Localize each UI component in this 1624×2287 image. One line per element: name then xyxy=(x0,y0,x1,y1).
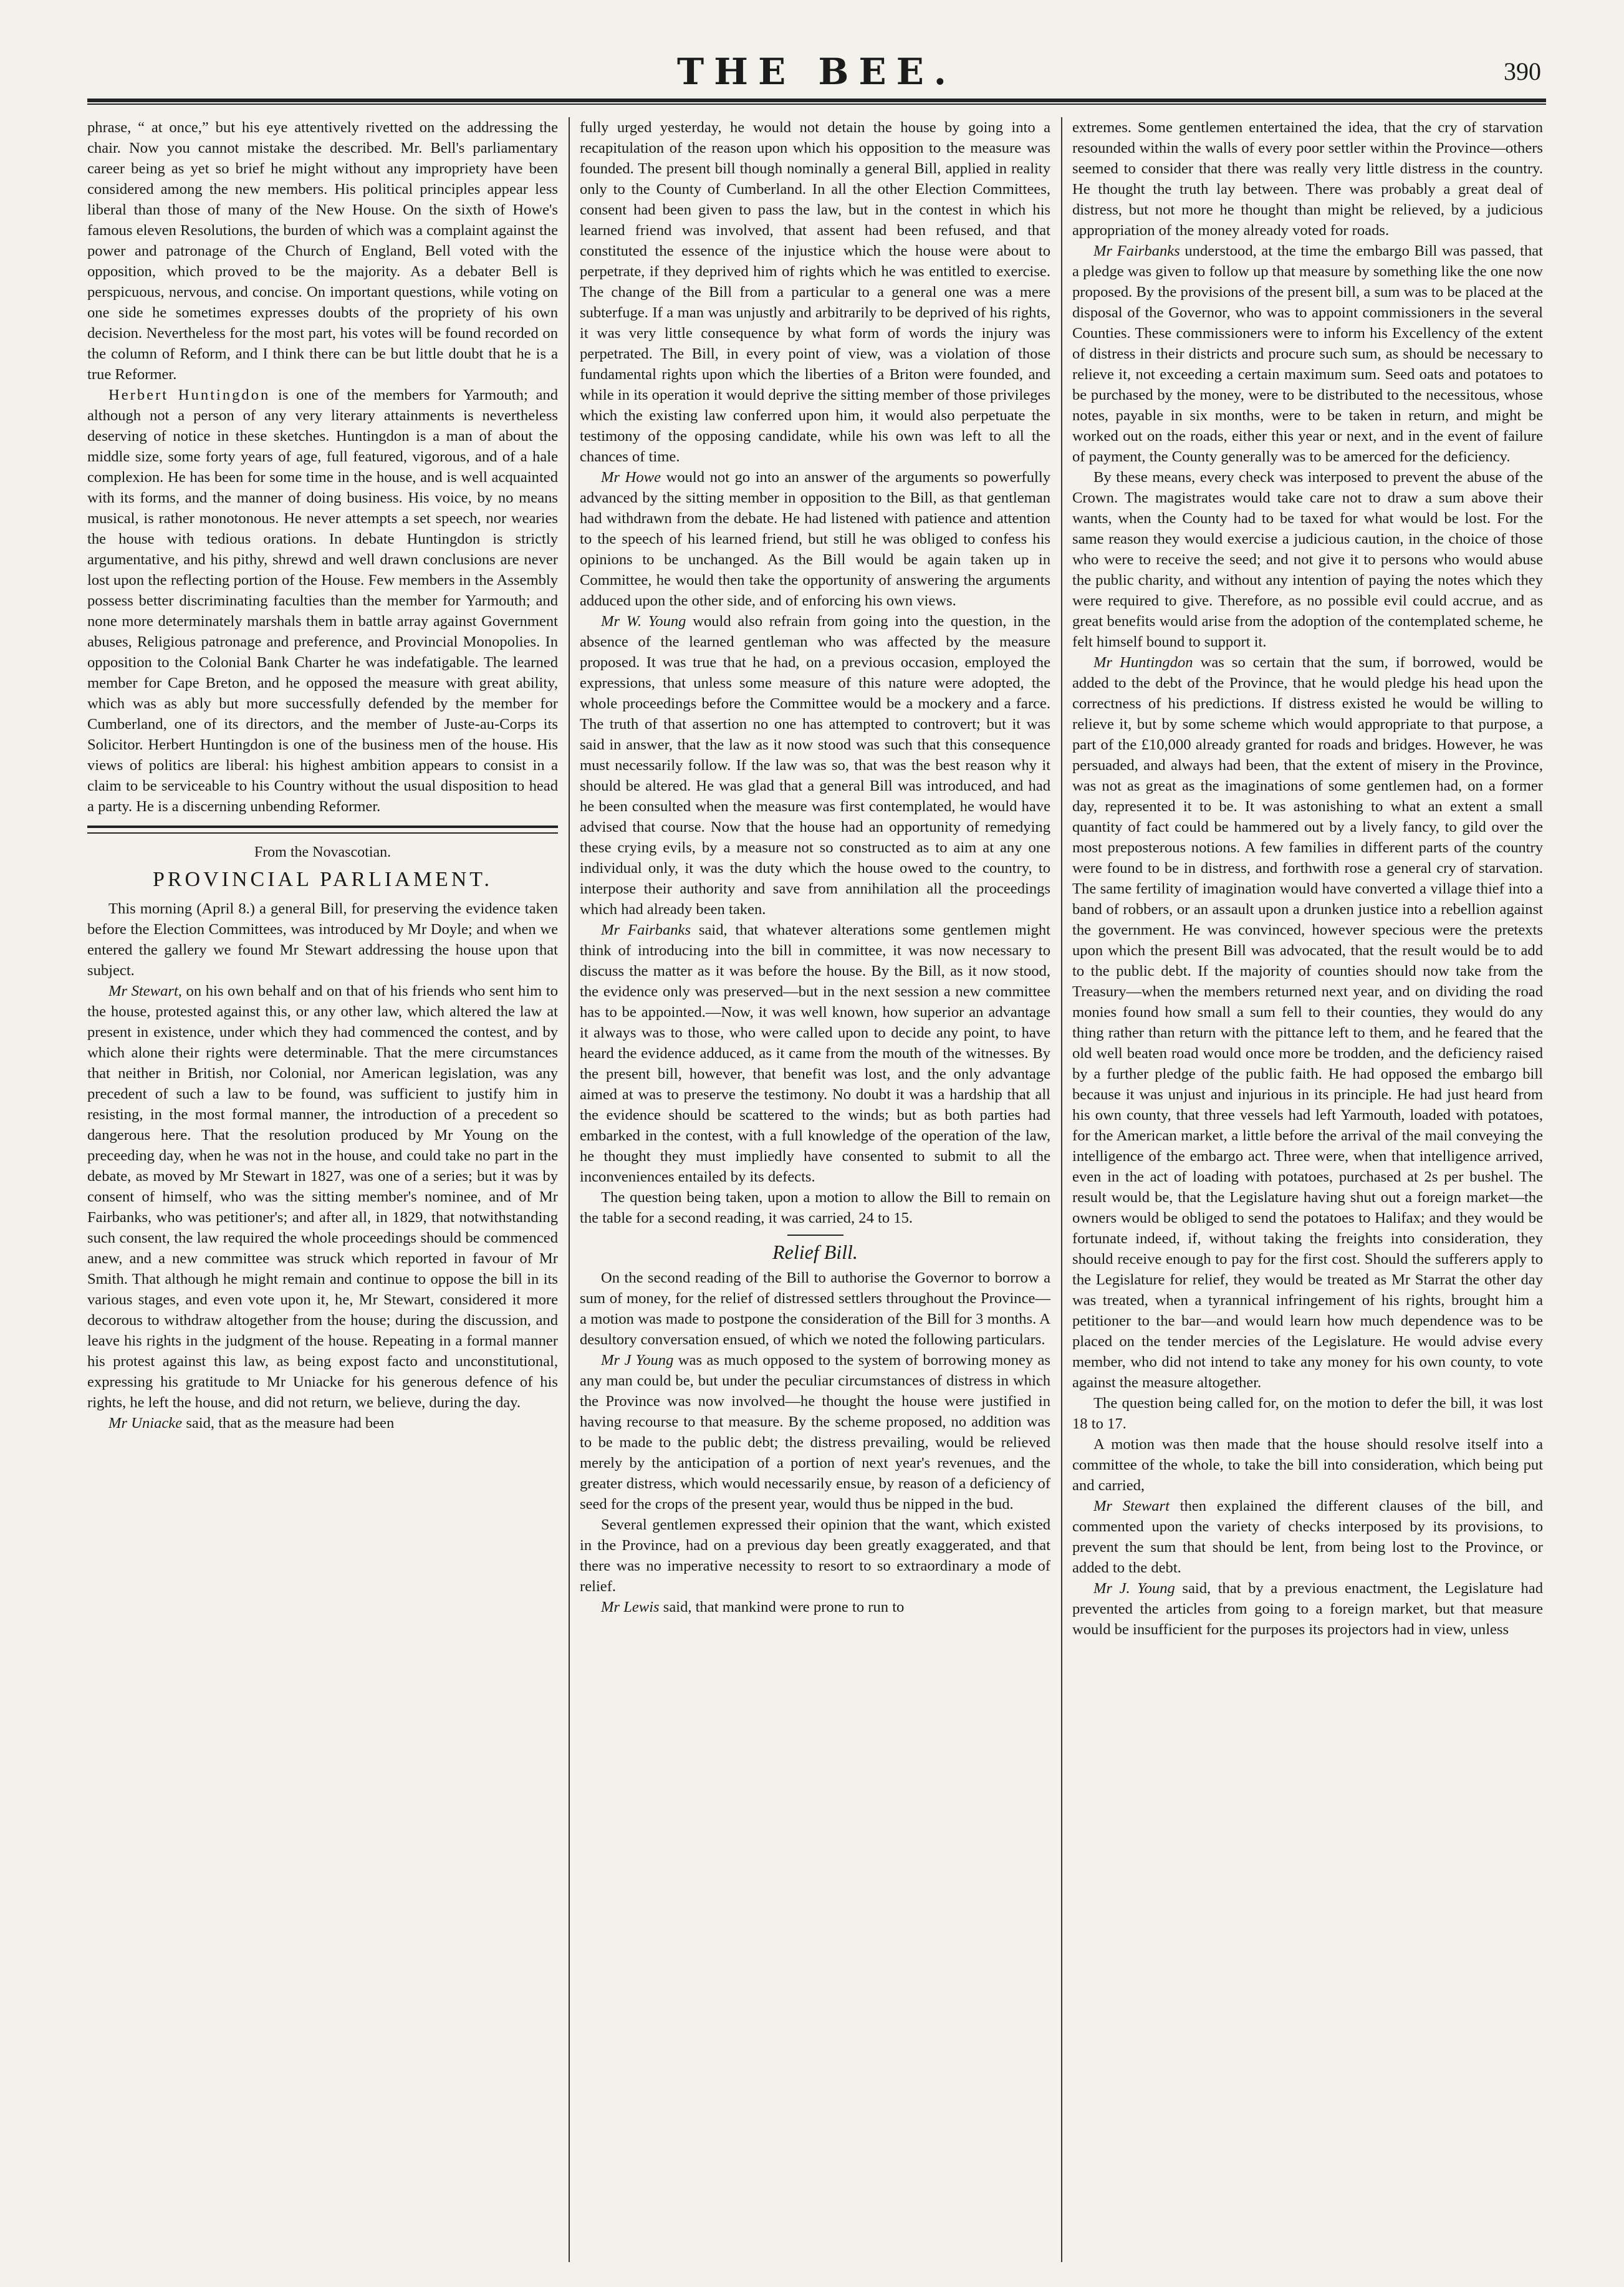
article-paragraph: By these means, every check was interposed to prevent the abuse of the Crown. The magistrates would take care not to draw a sum above their wants, when the County had to be taxed for what would be lost. For the same reason they would exercise a judicious caution, in the choice of those who were to receive the seed; and not give it to persons who would abuse the public charity, and without any intention of paying the notes which they were required to give. Therefore, as no possible evil could accrue, and as great benefits would arise from the adoption of the contemplated scheme, he felt himself bound to support it. xyxy=(1072,469,1543,650)
article-paragraph: The question being called for, on the motion to defer the bill, it was lost 18 to 17. xyxy=(1072,1395,1543,1432)
column-3 xyxy=(1072,117,1543,2268)
paragraph-text: was as much opposed to the system of borrowing money as any man could be, but under the peculiar circumstances of distress in which the Province was now involved—he thought the house were justified in having recourse to that measure. By the scheme proposed, no addition was to be made to the public debt; the distress prevailing, would be relieved merely by the anticipation of a portion of next year's revenues, and the greater distress, which would necessarily ensue, by reason of a deficiency of seed for the crops of the present year, would thus be nipped in the bud. xyxy=(580,1352,1050,1513)
masthead-rule xyxy=(87,99,1546,105)
page-number: 390 xyxy=(1504,57,1541,85)
article-paragraph xyxy=(580,1597,1050,1617)
masthead xyxy=(87,50,1546,94)
section-divider xyxy=(87,826,558,834)
paragraph-text: on his own behalf and on that of his friends who sent him to the house, protested against this, or any other law, which altered the law at present in existence, under which they had commenced the contest, and by which alone their rights were determinable. That the mere circumstances that neither in British, nor Colonial, nor American legislation, was any precedent of such a law to be found, was sufficient to justify him in resisting, in the most formal manner, the introduction of a precedent so dangerous here. That the resolution produced by Mr Young on the preceeding day, when he was not in the house, and could take no part in the debate, as moved by Mr Stewart in 1827, was one of a series; but it was by consent of himself, who was the sitting member's nominee, and of Mr Fairbanks, who was petitioner's; and after all, in 1829, that notwithstanding such consent, the law required the whole proceedings should be commenced anew, and a new committee was struck which reported in favour of Mr Smith. That although he might remain and continue to oppose the bill in its various stages, and even vote upon it, he, Mr Stewart, considered it more decorous to withdraw altogether from the house; during the discussion, and leave his rights in the judgment of the house. Repeating in a formal manner his protest against this law, as being expost facto and unconstitutional, expressing his gratitude to Mr Uniacke for his generous defence of his rights, he left the house, and did not return, we believe, during the day. xyxy=(87,983,558,1411)
article-paragraph: The question being taken, upon a motion to allow the Bill to remain on the table for a second reading, it was carried, 24 to 15. xyxy=(580,1189,1050,1226)
short-divider xyxy=(787,1235,843,1236)
article-paragraph xyxy=(580,920,1050,1187)
speaker-name: Mr J Young xyxy=(601,1352,674,1369)
speaker-name: Mr Stewart xyxy=(1093,1498,1170,1514)
paragraph-text: understood, at the time the embargo Bill was passed, that a pledge was given to follow up that measure by something like the one now proposed. By the provisions of the present bill, a sum was to be placed at the disposal of the Governor, who was to appoint commissioners in the several Counties. These commissioners were to inform his Excellency of the extent of distress in their districts and procure such sum, as should be necessary to relieve it, not exceeding a certain maximum sum. Seed oats and potatoes to be purchased by the money, were to be distributed to the necessitous, whose notes, payable in six months, were to be taken in return, and might be worked out on the roads, either this year or next, and in the event of failure of payment, the County generally was to be amerced for the deficiency. xyxy=(1072,243,1543,465)
masthead-title: THE BEE. xyxy=(677,51,956,93)
article-paragraph xyxy=(1072,241,1543,467)
speaker-name: Mr J. Young xyxy=(1093,1580,1175,1597)
paragraph-text: was so certain that the sum, if borrowed, would be added to the debt of the Province, that he would pledge his head upon the correctness of his predictions. If distress existed he would be willing to relieve it, but by some scheme which would appropriate to that purpose, a part of the £10,000 already granted for roads and bridges. However, he was persuaded, and always had been, that the extent of misery in the Province, was not as great as the imaginations of some gentlemen had, on a former day, represented it to be. It was astonishing to what an extent a small quantity of fact could be hammered out by a lively fancy, to gild over the most preposterous notions. A few families in different parts of the country were found to be in distress, and forthwith rose a general cry of starvation. The same fertility of imagination would have converted a village thief into a band of robbers, or an assault upon a drunken justice into a rebellion against the government. He was convinced, however specious were the pretexts upon which the present Bill was advocated, that the result would be to add to the public debt. If the majority of counties should now take from the Treasury—when the members returned next year, and on dividing the road monies found how small a sum fell to their counties, they would do any thing rather than return with the pittance left to them, and he feared that the old well beaten road would once more be trodden, and the deficiency raised by a further pledge of the public faith. He had opposed the embargo bill because it was unjust and injurious in its principle. He had just heard from his own county, that three vessels had left Yarmouth, loaded with potatoes, for the American market, a little before the arrival of the mail conveying the intelligence of the embargo act. Three were, when that intelligence arrived, even in the act of loading with potatoes, purchased at 2s per bushel. The result would be, that the Legislature having shut out a foreign market—the owners would be obliged to send the potatoes to Halifax; and they would be fortunate indeed, if, without taking the freights into consideration, they should receive enough to pay for the first cost. Should the sufferers apply to the Legislature for relief, they would be treated as Mr Starrat the other day was treated, when a tyrannical infringement of his rights, brought him a petitioner to the bar—and would learn how much dependence was to be placed on the tender mercies of the Legislature. He would advise every member, who did not intend to take any money for his own county, to vote against the measure altogether. xyxy=(1072,654,1543,1391)
article-paragraph xyxy=(87,385,558,817)
subsection-title: Relief Bill. xyxy=(772,1241,858,1263)
paragraph-text: is one of the members for Yarmouth; and although not a person of any very literary attainments is nevertheless deserving of notice in these sketches. Huntingdon is a man of about the middle size, some forty years of age, full featured, vigorous, and of a hale complexion. He has been for some time in the house, and is well acquainted with its forms, and the manner of doing business. His voice, by no means musical, is rather monotonous. He never attempts a set speech, nor wearies the house with tedious orations. In debate Huntingdon is strictly argumentative, and his pithy, shrewd and well drawn conclusions are never lost upon the reflecting portion of the House. Few members in the Assembly possess better discriminating faculties than the member for Yarmouth; and none more determinately marshals them in battle array against Government abuses, Religious patronage and preference, and Provincial Monopolies. In opposition to the Colonial Bank Charter he was indefatigable. The learned member for Cape Breton, and he opposed the measure with great ability, which was as ably but more successfully defended by the member for Cumberland, one of its directors, and the member of Juste-au-Corps its Solicitor. Herbert Huntingdon is one of the business men of the house. His views of politics are liberal: his highest ambition appears to consist in a claim to be serviceable to his Country without the usual disposition to head a party. He is a discerning unbending Reformer. xyxy=(87,387,558,815)
column-divider xyxy=(569,117,570,2262)
column-1 xyxy=(87,117,558,2268)
article-paragraph: fully urged yesterday, he would not detain the house by going into a recapitulation of the reason upon which his opposition to the measure was founded. The present bill though nominally a general Bill, applied in reality only to the County of Cumberland. In all the other Election Committees, consent had been given to pass the law, but in the contest in which his learned friend was involved, that assent had been refused, and that constituted the essence of the injustice which the house were about to perpetrate, if they deprived him of rights which he was entitled to exercise. The change of the Bill from a particular to a general one was a mere subterfuge. If a man was unjustly and arbitrarily to be deprived of his rights, it was very little consequence by what form of words the injury was perpetrated. The Bill, in every point of view, was a violation of those fundamental rights upon which the liberties of a Briton were founded, and while in its operation it would deprive the sitting member of those privileges which the existing law conferred upon him, it would also perpetuate the testimony of the opposing candidate, while his own was left to all the chances of time. xyxy=(580,119,1050,465)
article-paragraph xyxy=(580,467,1050,611)
article-paragraph: This morning (April 8.) a general Bill, for preserving the evidence taken before the Election Committees, was introduced by Mr Doyle; and when we entered the gallery we found Mr Stewart addressing the house upon that subject. xyxy=(87,900,558,979)
speaker-name: Mr Howe xyxy=(601,469,661,486)
speaker-name: Mr Lewis xyxy=(601,1599,660,1615)
paragraph-text: said, that by a previous enactment, the Legislature had prevented the articles from going to a foreign market, but that measure would be insufficient for the purposes its projectors had in view, unless xyxy=(1072,1580,1543,1638)
paragraph-text: would not go into an answer of the arguments so powerfully advanced by the sitting member in opposition to the Bill, as that gentleman had withdrawn from the debate. He had listened with patience and attention to the speech of his learned friend, but still he was obliged to confess his opinions to be unchanged. As the Bill would be again taken up in Committee, he would then take the opportunity of answering the arguments adduced upon the other side, and of enforcing his own views. xyxy=(580,469,1050,609)
speaker-name: Mr Fairbanks xyxy=(601,922,691,938)
paragraph-text: then explained the different clauses of the bill, and commented upon the variety of checks interposed by its provisions, to prevent the sum that should be lent, from being lost to the Province, or added to the debt. xyxy=(1072,1498,1543,1576)
speaker-name: Mr Huntingdon xyxy=(1093,654,1193,671)
article-paragraph: phrase, “ at once,” but his eye attentively rivetted on the addressing the chair. Now you cannot mistake the described. Mr. Bell's parliamentary career being as yet so brief he might without any impropriety have been considered among the new members. His political principles appear less liberal than those of many of the New House. On the sixth of Howe's famous eleven Resolutions, the burden of which was a complaint against the power and patronage of the Church of England, Bell voted with the opposition, which proved to be the majority. As a debater Bell is perspicuous, nervous, and concise. On important questions, while voting on one side he sometimes expresses doubts of the propriety of his own decision. Nevertheless for the most part, his votes will be found recorded on the column of Reform, and I think there can be but little doubt that he is a true Reformer. xyxy=(87,119,558,383)
article-paragraph: Several gentlemen expressed their opinion that the want, which existed in the Province, had on a previous day been greatly exaggerated, and that there was no imperative necessity to resort to so extraordinary a mode of relief. xyxy=(580,1516,1050,1595)
speaker-name: Mr Uniacke xyxy=(108,1415,183,1432)
article-paragraph: On the second reading of the Bill to authorise the Governor to borrow a sum of money, for the relief of distressed settlers throughout the Province—a motion was made to postpone the consideration of the Bill for 3 months. A desultory conversation ensued, of which we noted the following particulars. xyxy=(580,1269,1050,1348)
article-paragraph xyxy=(580,1350,1050,1514)
article-paragraph xyxy=(1072,652,1543,1393)
speaker-name: Mr Fairbanks xyxy=(1093,243,1180,259)
column-divider xyxy=(1061,117,1062,2262)
paragraph-text: said, that whatever alterations some gentlemen might think of introducing into the bill in committee, it was now necessary to discuss the matter as it was before the house. By the Bill, as it now stood, the evidence only was preserved—but in the next session a new committee has to be appointed.—Now, it was well known, how superior an advantage it always was to those, who were called upon to decide any point, to have heard the evidence adduced, as it came from the mouth of the witnesses. By the present bill, however, that benefit was lost, and the only advantage aimed at was to preserve the testimony. No doubt it was a hardship that all the evidence should be scattered to the winds; but as both parties had embarked in the contest, with a full knowledge of the operation of the law, he thought they must impliedly have consented to submit to all the inconveniences entailed by its defects. xyxy=(580,922,1050,1185)
speaker-name: Mr W. Young xyxy=(601,613,686,630)
article-paragraph: extremes. Some gentlemen entertained the idea, that the cry of starvation resounded within the walls of every poor settler within the Province—others seemed to consider that there was really very little distress in the country. He thought the truth lay between. There was probably a great deal of distress, but not more he thought than might be relieved, by a judicious appropriation of the money already voted for roads. xyxy=(1072,119,1543,239)
dateline: From the Novascotian. xyxy=(254,844,392,860)
paragraph-text: said, that as the measure had been xyxy=(186,1415,395,1432)
article-paragraph xyxy=(580,611,1050,920)
speaker-name: Herbert Huntingdon xyxy=(108,387,271,403)
article-paragraph: A motion was then made that the house should resolve itself into a committee of the whole, to take the bill into consideration, which being put and carried, xyxy=(1072,1436,1543,1494)
paragraph-text: said, that mankind were prone to run to xyxy=(663,1599,905,1615)
speaker-name: Mr Stewart, xyxy=(108,983,182,999)
section-title: PROVINCIAL PARLIAMENT. xyxy=(152,868,493,891)
article-paragraph xyxy=(1072,1496,1543,1578)
article-paragraph xyxy=(87,981,558,1413)
article-paragraph xyxy=(87,1413,558,1433)
article-paragraph xyxy=(1072,1578,1543,1640)
paragraph-text: would also refrain from going into the question, in the absence of the learned gentleman who was affected by the measure proposed. It was true that he had, on a previous occasion, employed the expressions, that unless some measure of this nature were adopted, the whole proceedings before the Committee would be a mockery and a farce. The truth of that assertion no one has attempted to controvert; but it was said in answer, that the law as it now stood was such that this consequence must necessarily follow. If the law was so, that was the best reason why it should be altered. He was glad that a general Bill was introduced, and had he been consulted when the measure was first contemplated, he would have advised that course. Now that the house had an opportunity of remedying these crying evils, by a measure not so constructed as to aim at any one individual only, it was the duty which the house owed to the country, to interpose their authority and save from annihilation all the proceedings which had already been taken. xyxy=(580,613,1050,918)
column-2 xyxy=(580,117,1050,2268)
